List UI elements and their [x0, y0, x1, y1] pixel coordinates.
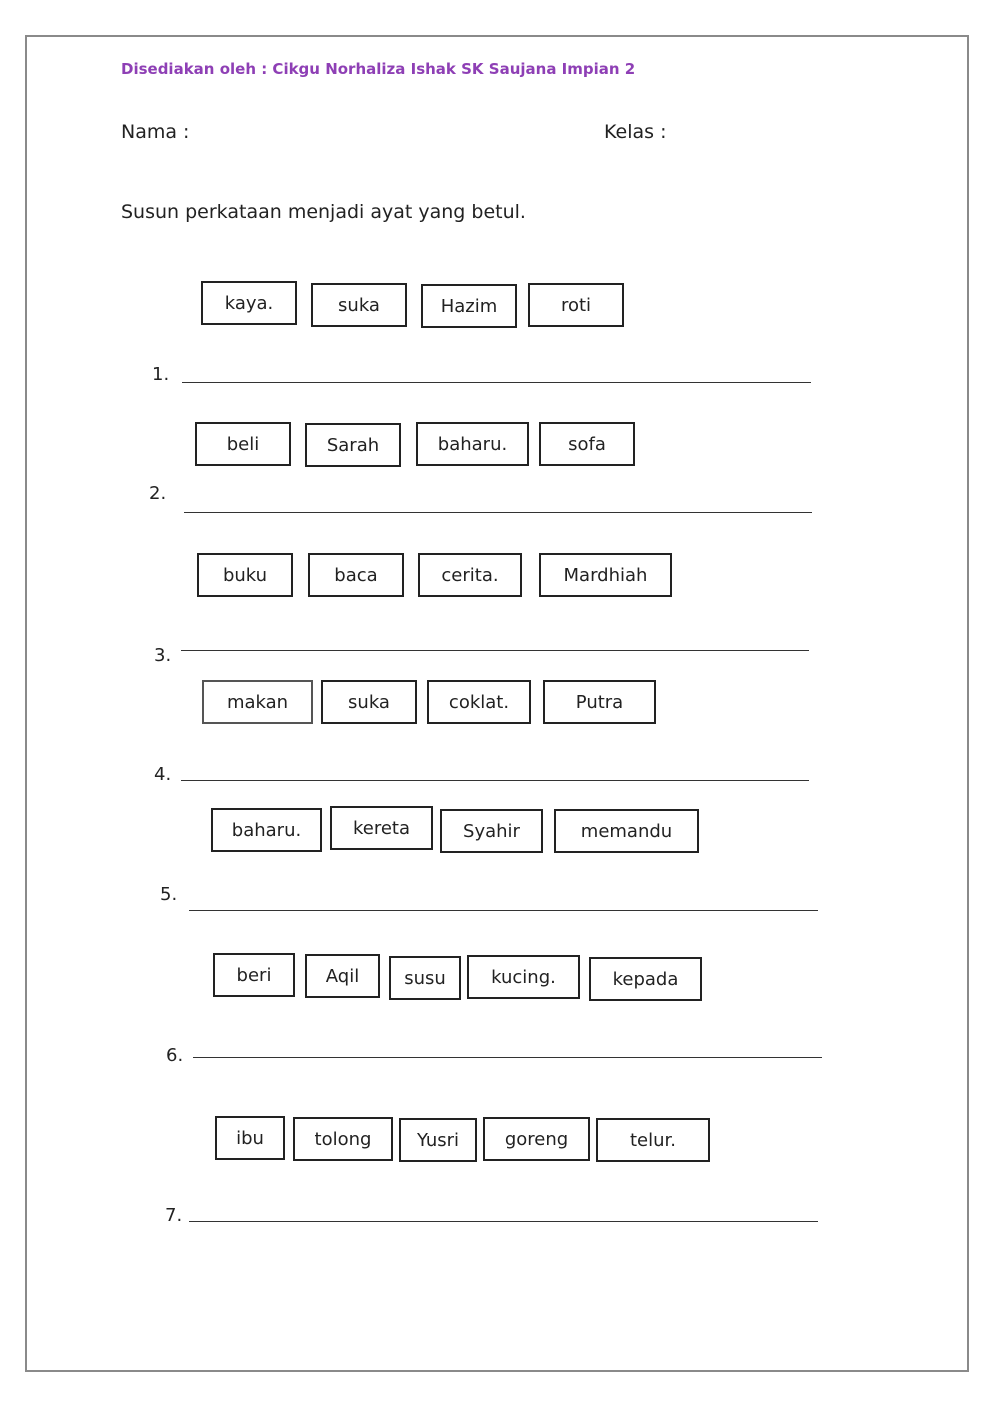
- class-label: Kelas :: [604, 121, 667, 143]
- question-number: 1.: [152, 364, 170, 385]
- word-tile[interactable]: ibu: [215, 1116, 285, 1160]
- word-tile[interactable]: baharu.: [211, 808, 322, 852]
- question-number: 5.: [160, 884, 178, 905]
- answer-line[interactable]: [189, 1221, 818, 1222]
- word-tile[interactable]: beli: [195, 422, 291, 466]
- question-number: 2.: [149, 483, 167, 504]
- word-tile[interactable]: Syahir: [440, 809, 543, 853]
- word-tile[interactable]: Sarah: [305, 423, 401, 467]
- answer-line[interactable]: [189, 910, 818, 911]
- word-tile[interactable]: kepada: [589, 957, 702, 1001]
- word-tile[interactable]: tolong: [293, 1117, 393, 1161]
- word-tile[interactable]: sofa: [539, 422, 635, 466]
- word-tile[interactable]: kucing.: [467, 955, 580, 999]
- answer-line[interactable]: [182, 382, 811, 383]
- word-tile[interactable]: coklat.: [427, 680, 531, 724]
- question-number: 4.: [154, 764, 172, 785]
- word-tile[interactable]: Mardhiah: [539, 553, 672, 597]
- author-credit: Disediakan oleh : Cikgu Norhaliza Ishak SK Saujana Impian 2: [121, 60, 636, 78]
- word-tile[interactable]: Yusri: [399, 1118, 477, 1162]
- word-tile[interactable]: cerita.: [418, 553, 522, 597]
- word-tile[interactable]: susu: [389, 956, 461, 1000]
- question-number: 3.: [154, 645, 172, 666]
- word-tile[interactable]: suka: [311, 283, 407, 327]
- word-tile[interactable]: beri: [213, 953, 295, 997]
- word-tile[interactable]: Aqil: [305, 954, 380, 998]
- word-tile[interactable]: makan: [202, 680, 313, 724]
- answer-line[interactable]: [181, 650, 809, 651]
- word-tile[interactable]: baharu.: [416, 422, 529, 466]
- word-tile[interactable]: telur.: [596, 1118, 710, 1162]
- word-tile[interactable]: Putra: [543, 680, 656, 724]
- question-number: 6.: [166, 1045, 184, 1066]
- word-tile[interactable]: buku: [197, 553, 293, 597]
- word-tile[interactable]: kaya.: [201, 281, 297, 325]
- answer-line[interactable]: [181, 780, 809, 781]
- word-tile[interactable]: suka: [321, 680, 417, 724]
- answer-line[interactable]: [193, 1057, 822, 1058]
- word-tile[interactable]: baca: [308, 553, 404, 597]
- question-number: 7.: [165, 1205, 183, 1226]
- word-tile[interactable]: Hazim: [421, 284, 517, 328]
- instruction-text: Susun perkataan menjadi ayat yang betul.: [121, 201, 526, 223]
- word-tile[interactable]: roti: [528, 283, 624, 327]
- word-tile[interactable]: kereta: [330, 806, 433, 850]
- word-tile[interactable]: memandu: [554, 809, 699, 853]
- answer-line[interactable]: [184, 512, 812, 513]
- name-label: Nama :: [121, 121, 190, 143]
- word-tile[interactable]: goreng: [483, 1117, 590, 1161]
